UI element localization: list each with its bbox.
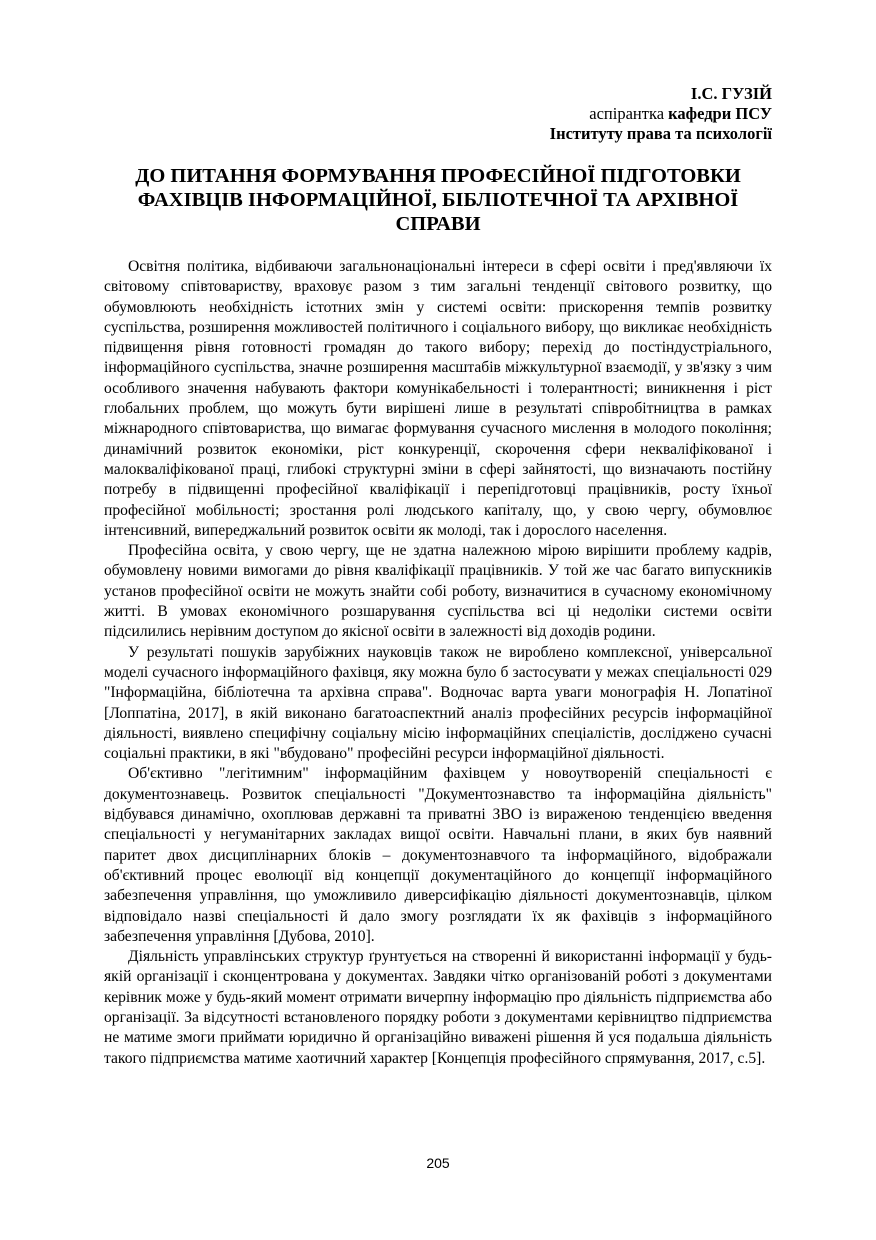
article-body	[104, 257, 772, 1069]
paragraph-3: У результаті пошуків зарубіжних науковців також не вироблено комплексної, універсальної моделі сучасного інформаційного фахівця, яку можна було б застосувати у межах спеціальності 029 "Інформаційна, бібліотечна та архівна справа". Водночас варта уваги монографія Н. Лопатіної [Лоппатіна, 2017], в якій виконано багатоаспектний аналіз професійних ресурсів інформаційної діяльності, виявлено специфічну соціальну місію інформаційних спеціалістів, досліджено сучасні соціальні практики, в які "вбудовано" професійні ресурси інформаційної діяльності.	[104, 643, 772, 763]
author-block	[550, 84, 772, 144]
author-institute: Інституту права та психології	[549, 124, 772, 143]
article-title	[90, 164, 786, 236]
author-position-prefix: аспірантка	[589, 104, 665, 123]
title-line-2: ФАХІВЦІВ ІНФОРМАЦІЙНОЇ, БІБЛІОТЕЧНОЇ ТА АРХІВНОЇ	[137, 189, 739, 211]
author-position	[550, 104, 772, 124]
paragraph-5: Діяльність управлінських структур ґрунтується на створенні й використанні інформації у будь-якій організації і сконцентрована у документах. Завдяки чітко організованій роботі з документами керівник може у будь-який момент отримати вичерпну інформацію про діяльність підприємства або організації. За відсутності встановленого порядку роботи з документами керівництво підприємства не матиме змоги приймати юридично й організаційно виважені рішення й уся подальша діяльність такого підприємства матиме хаотичний характер [Концепція професійного спрямування, 2017, с.5].	[104, 948, 772, 1067]
author-department: кафедри ПСУ	[668, 104, 772, 123]
paragraph-1: Освітня політика, відбиваючи загальнонаціональні інтереси в сфері освіти і пред'являючи їх світовому співтовариству, враховує разом з тим загальні тенденції світового розвитку, що обумовлюють необхідність істотних змін у системі освіти: прискорення темпів розвитку суспільства, розширення можливостей політичного і соціального вибору, що викликає необхідність підвищення рівня готовності громадян до такого вибору; перехід до постіндустріального, інформаційного суспільства, значне розширення масштабів міжкультурної взаємодії, у зв'язку з чим особливого значення набувають фактори комунікабельності і толерантності; виникнення і ріст глобальних проблем, що можуть бути вирішені лише в результаті співробітництва в рамках міжнародного співтовариства, що вимагає формування сучасного мислення в молодого покоління; динамічний розвиток економіки, ріст конкуренції, скорочення сфери некваліфікованої і малокваліфікованої праці, глибокі структурні зміни в сфері зайнятості, що визначають постійну потребу в підвищенні професійної кваліфікації і перепідготовці працівників, росту їхньої професійної мобільності; зростання ролі людського капіталу, що, у свою чергу, обумовлює інтенсивний, випереджальний розвиток освіти як молоді, так і дорослого населення.	[104, 258, 772, 539]
paragraph-4: Об'єктивно "легітимним" інформаційним фахівцем у новоутвореній спеціальності є документознавець. Розвиток спеціальності "Документознавство та інформаційна діяльність" відбувався динамічно, охоплював державні та приватні ЗВО із вираженою тенденцією введення спеціальності у негуманітарних закладах вищої освіти. Навчальні плани, в яких був наявний паритет двох дисциплінарних блоків – документознавчого та інформаційного, відображали об'єктивний процес еволюції від концепції документаційного до концепції інформаційного забезпечення управління, що уможливило диверсифікацію діяльності документознавців, цілком відповідало назві спеціальності й дало змогу розглядати їх як фахівців з інформаційного забезпечення управління [Дубова, 2010].	[104, 765, 772, 945]
title-line-1: ДО ПИТАННЯ ФОРМУВАННЯ ПРОФЕСІЙНОЇ ПІДГОТОВКИ	[135, 165, 741, 187]
author-name: І.С. ГУЗІЙ	[690, 84, 772, 103]
paragraph-2: Професійна освіта, у свою чергу, ще не здатна належною мірою вирішити проблему кадрів, обумовлену новими вимогами до рівня кваліфікації працівників. У той же час багато випускників установ професійної освіти не можуть знайти собі роботу, визначитися в сучасному економічному житті. В умовах економічного розшарування суспільства всі ці недоліки системи освіти підсилились нерівним доступом до якісної освіти в залежності від доходів родини.	[104, 542, 772, 641]
page-number: 205	[426, 1155, 450, 1171]
title-line-3: СПРАВИ	[395, 213, 481, 235]
